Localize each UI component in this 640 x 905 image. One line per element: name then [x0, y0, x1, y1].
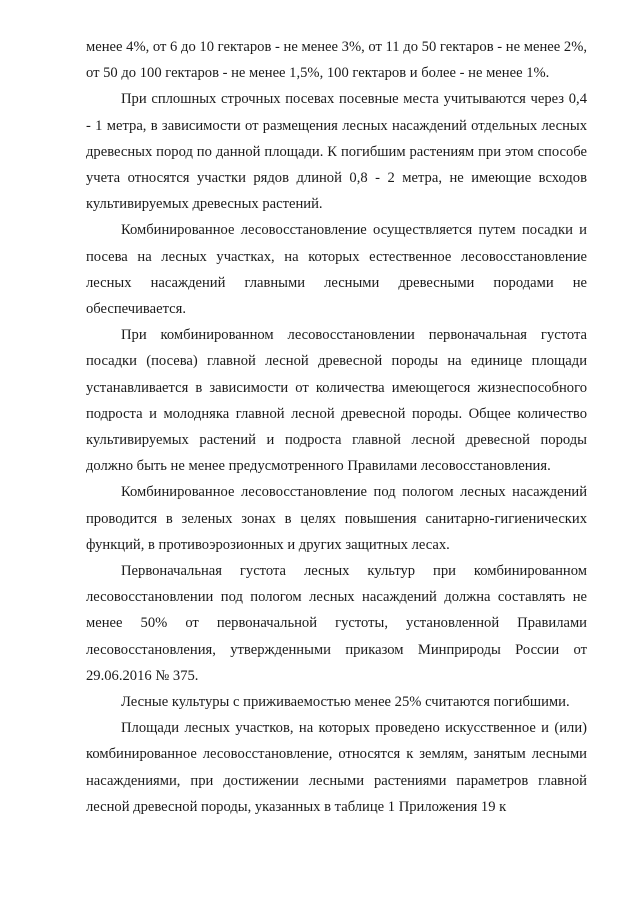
paragraph-density-requirement: Первоначальная густота лесных культур при комбинированном лесовосстановлении под пологом лесных насаждений должна составлять не менее 50% от первоначальной густоты, установленной Правилами лесовосстановления, утвержденными приказом Минприроды России от 29.06.2016 № 375.	[86, 563, 587, 684]
paragraph-row-sowing: При сплошных строчных посевах посевные места учитываются через 0,4 - 1 метра, в зависимости от размещения лесных насаждений отдельных лесных древесных пород по данной площади. К погибшим растениям при этом способе учета относятся участки рядов длиной 0,8 - 2 метра, не имеющие всходов культивируемых древесных растений.	[86, 91, 587, 213]
paragraph-under-canopy: Комбинированное лесовосстановление под пологом лесных насаждений проводится в зеленых зонах в целях повышения санитарно-гигиенических функций, в противоэрозионных и других защитных лесах.	[86, 484, 587, 553]
paragraph-combined-reforestation: Комбинированное лесовосстановление осуществляется путем посадки и посева на лесных участках, на которых естественное лесовосстановление лесных насаждений главными лесными древесными породами не обеспечивается.	[86, 222, 587, 318]
paragraph-survival-rate: Лесные культуры с приживаемостью менее 25% считаются погибшими.	[121, 694, 570, 711]
paragraph-initial-density: При комбинированном лесовосстановлении первоначальная густота посадки (посева) главной лесной древесной породы на единице площади устанавливается в зависимости от количества имеющегося жизнеспособного подроста и молодняка главной лесной древесной породы. Общее количество культивируемых растений и подроста главной лесной древесной породы должно быть не менее предусмотренного Правилами лесовосстановления.	[86, 327, 587, 475]
document-page	[86, 34, 587, 820]
paragraph-continuation: менее 4%, от 6 до 10 гектаров - не менее 3%, от 11 до 50 гектаров - не менее 2%, от 50 до 100 гектаров - не менее 1,5%, 100 гектаров и более - не менее 1%.	[86, 39, 587, 82]
paragraph-forest-land-areas: Площади лесных участков, на которых проведено искусственное и (или) комбинированное лесовосстановление, относятся к землям, занятым лесными насаждениями, при достижении лесными растениями параметров главной лесной древесной породы, указанных в таблице 1 Приложения 19 к	[86, 720, 587, 815]
